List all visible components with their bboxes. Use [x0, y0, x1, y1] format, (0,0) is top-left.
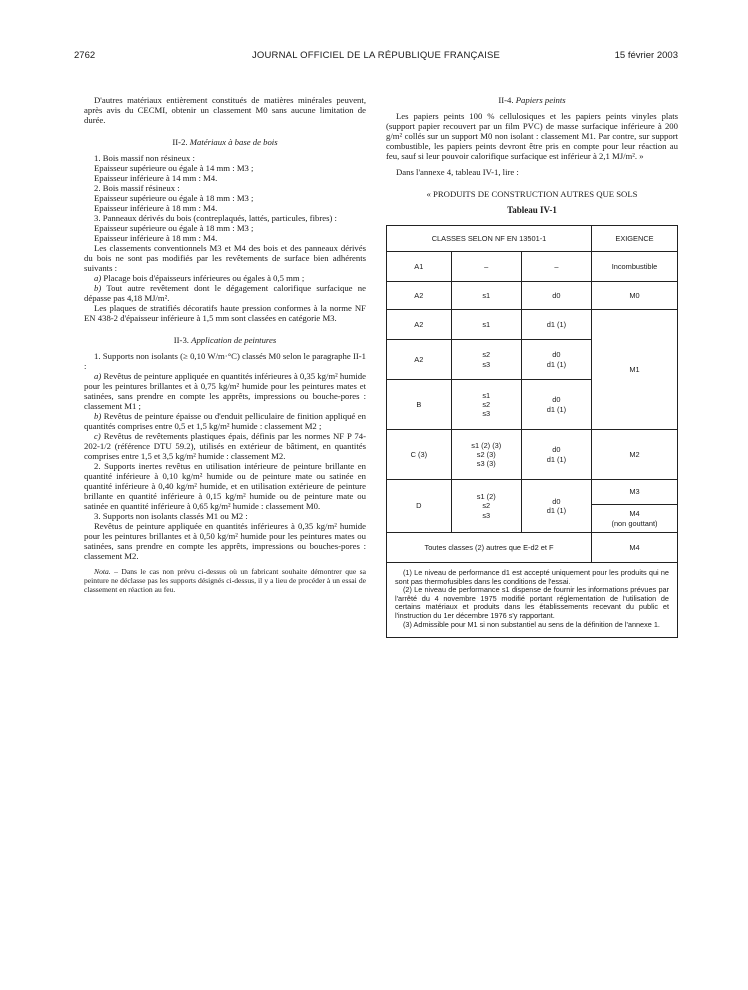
list-item-c: c) Revêtus de revêtements plastiques épais, définis par les normes NF P 74-202-1/2 (référence DTU 59.2), utilisés en extérieur de bâtiment, en quantités comprises entre 1,5 et 3,5 kg/m² humide : classement M2.	[84, 431, 366, 461]
products-heading: « PRODUITS DE CONSTRUCTION AUTRES QUE SOLS	[426, 189, 638, 199]
wood-item: 1. Bois massif non résineux :	[94, 153, 195, 163]
exigence-m1: M1	[592, 310, 678, 430]
table-note: (1) Le niveau de performance d1 est accepté uniquement pour les produits qui ne sont pas thermofusibles dans les conditions de l'essai.	[395, 568, 669, 586]
wood-item: Epaisseur supérieure ou égale à 18 mm : M3 ;	[94, 193, 254, 203]
right-column	[386, 95, 678, 638]
classification-table	[386, 225, 678, 638]
wood-item: Epaisseur supérieure ou égale à 18 mm : M3 ;	[94, 223, 254, 233]
table-header-row	[387, 226, 678, 252]
section-heading-ii-3: II-3. Application de peintures	[173, 335, 277, 345]
table-row: A2 s1 d1 (1) M1	[387, 310, 678, 340]
left-column	[84, 95, 366, 594]
issue-date: 15 février 2003	[614, 50, 678, 61]
paragraph: Les papiers peints 100 % cellulosiques et les papiers peints vinyles plats (support papier recouvert par un film PVC) de masse surfacique inférieure à 200 g/m² collés sur un support M0 non isolant : classement M1. Par contre, sur support combustible, les papiers peints devront être pris en compte pour leur réaction au feu, sauf si leur pouvoir calorifique surfacique est inférieur à 2,1 MJ/m². »	[386, 111, 678, 161]
section-heading-ii-2: II-2. Matériaux à base de bois	[172, 137, 278, 147]
list-item-b: b) Revêtus de peinture épaisse ou d'enduit pelliculaire de finition appliqué en quantités comprises entre 0,5 et 1,5 kg/m² humide : classement M2 ;	[84, 411, 367, 431]
list-item-a: a) Placage bois d'épaisseurs inférieures ou égales à 0,5 mm ;	[94, 273, 305, 283]
wood-item: Epaisseur inférieure à 18 mm : M4.	[94, 203, 218, 213]
header-exigence: EXIGENCE	[592, 226, 678, 252]
paragraph: 1. Supports non isolants (≥ 0,10 W/m·°C) classés M0 selon le paragraphe II-1 :	[84, 351, 366, 371]
table-note: (3) Admissible pour M1 si non substantiel au sens de la définition de l'annexe 1.	[403, 619, 660, 629]
table-row: Toutes classes (2) autres que E-d2 et F M4	[387, 533, 678, 563]
wood-item: Epaisseur inférieure à 18 mm : M4.	[94, 233, 218, 243]
paragraph: Les classements conventionnels M3 et M4 des bois et des panneaux dérivés du bois ne sont pas modifiés par les revêtements de surface bien adhérents suivants :	[84, 243, 366, 273]
table-row: B s1 s2 s3 d0 d1 (1)	[387, 380, 678, 430]
paragraph: Revêtus de peinture appliquée en quantités inférieures à 0,35 kg/m² humide pour les peintures brillantes et à 0,50 kg/m² humide pour les peintures mates ou satinées, sans prendre en compte les apprêts, impressions ou bouches-pores : classement M2.	[84, 521, 366, 561]
annexe-line: Dans l'annexe 4, tableau IV-1, lire :	[396, 167, 519, 177]
table-row: A2 s2 s3 d0 d1 (1)	[387, 340, 678, 380]
journal-title: JOURNAL OFFICIEL DE LA RÉPUBLIQUE FRANÇAISE	[251, 50, 501, 61]
paragraph: 3. Supports non isolants classés M1 ou M2 :	[94, 511, 248, 521]
wood-item: Epaisseur supérieure ou égale à 14 mm : M3 ;	[94, 163, 254, 173]
table-title: Tableau IV-1	[507, 205, 557, 215]
wood-item: 3. Panneaux dérivés du bois (contreplaqués, lattés, particules, fibres) :	[94, 213, 337, 223]
section-heading-ii-4: II-4. Papiers peints	[498, 95, 566, 105]
wood-item: 2. Bois massif résineux :	[94, 183, 180, 193]
wood-item: Epaisseur inférieure à 14 mm : M4.	[94, 173, 218, 183]
table-row: C (3) s1 (2) (3) s2 (3) s3 (3) d0 d1 (1) M2	[387, 430, 678, 480]
list-item-a: a) Revêtus de peinture appliquée en quantités inférieures à 0,35 kg/m² humide pour les peintures brillantes et à 0,75 kg/m² humide pour les peintures mates et satinées, sans prendre en compte les apprêts, impressions ou bouche-pores : classement M1 ;	[84, 371, 366, 411]
intro-paragraph: D'autres matériaux entièrement constitués de matières minérales peuvent, après avis du CECMI, obtenir un classement M0 sans aucune limitation de durée.	[84, 95, 366, 125]
table-row: D s1 (2) s2 s3 d0 d1 (1) M3	[387, 480, 678, 505]
table-row: M4 (non gouttant)	[387, 505, 678, 533]
table-row: A1 – – Incombustible	[387, 252, 678, 282]
header-classes: CLASSES SELON NF EN 13501-1	[387, 226, 592, 252]
page-header	[74, 50, 678, 64]
list-item-b: b) Tout autre revêtement dont le dégagement calorifique surfacique ne dépasse pas 4,18 MJ/m².	[84, 283, 366, 303]
table-row: A2 s1 d0 M0	[387, 282, 678, 310]
paragraph: Les plaques de stratifiés décoratifs haute pression conformes à la norme NF EN 438-2 d'épaisseur inférieure à 1,5 mm sont classées en catégorie M3.	[84, 303, 366, 323]
paragraph: 2. Supports inertes revêtus en utilisation intérieure de peinture brillante en quantité inférieure à 0,10 kg/m² humide ou de peinture mate ou satinée en quantité inférieure à 0,40 kg/m² humide, et en utilisation extérieure de peinture brillante en quantité inférieure à 0,15 kg/m² humide ou de peinture mate ou satinée en quantité inférieure à 0,65 kg/m² humide : classement M0.	[84, 461, 366, 511]
table-note: (2) Le niveau de performance s1 dispense de fournir les informations prévues par l'arrêté du 4 novembre 1975 modifié portant réglementation de l'utilisation de certains matériaux et produits dans les établissements recevant du public et l'instruction du 1er décembre 1976 s'y rapportant.	[395, 585, 669, 620]
nota-note: Nota. – Dans le cas non prévu ci-dessus où un fabricant souhaite démontrer que sa peinture ne déclasse pas les supports désignés ci-dessus, il y a lieu de procéder à un essai de classement en réaction au feu.	[84, 567, 366, 594]
page-number: 2762	[74, 50, 96, 61]
table-notes-row	[387, 563, 678, 638]
